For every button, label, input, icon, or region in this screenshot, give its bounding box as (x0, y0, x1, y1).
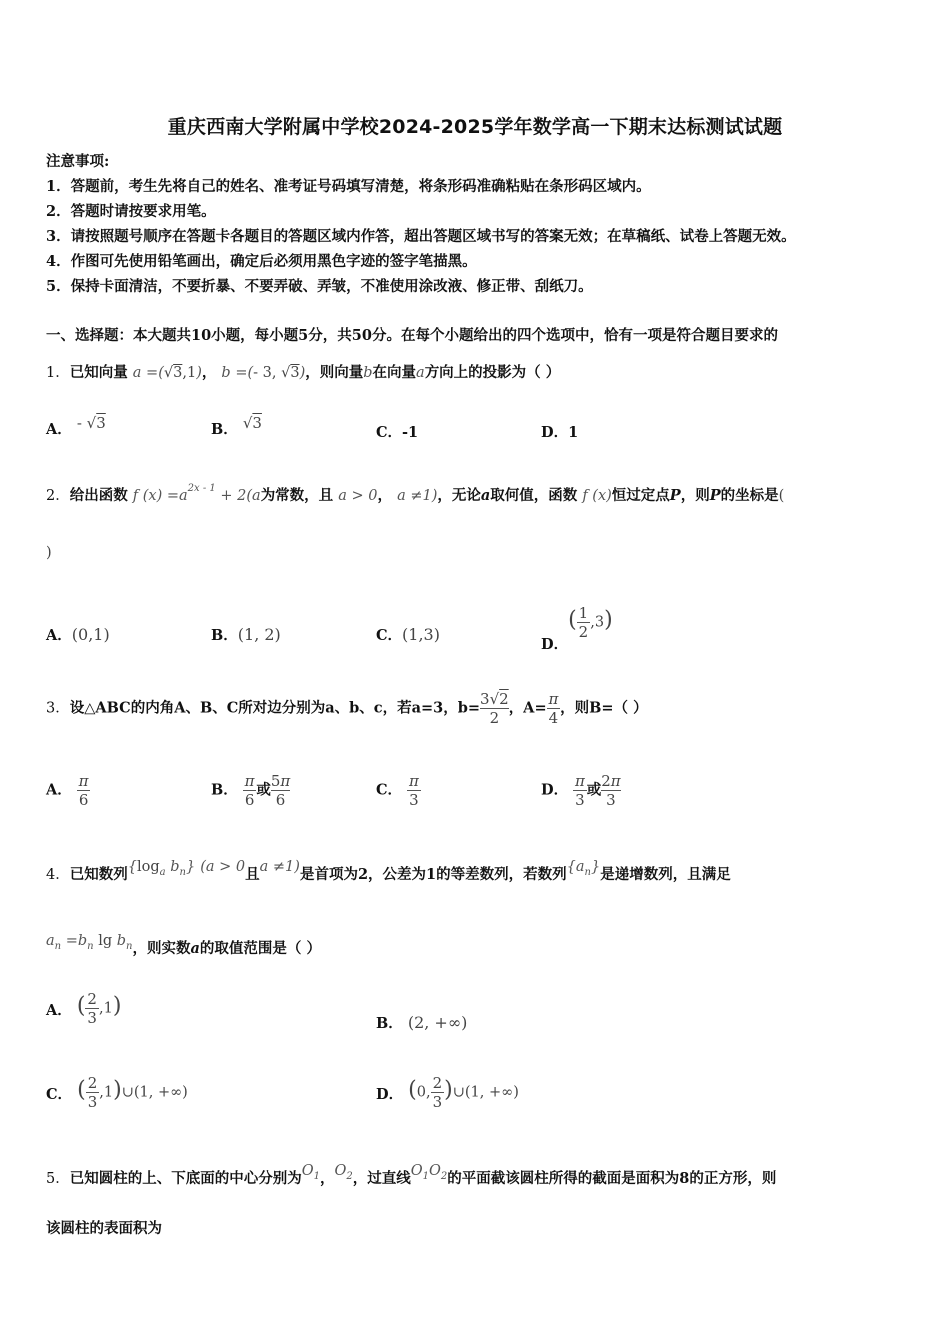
question-text: 已知向量 (69, 364, 128, 381)
question-5 (46, 1163, 777, 1196)
question-text: ， (320, 1170, 335, 1187)
question-text: 给出函数 (69, 487, 128, 504)
question-text: 设△ABC的内角A、B、C所对边分别为a、b、c，若a=3，b= (69, 699, 481, 717)
question-text: ，则向量 (305, 364, 364, 381)
question-text: 取何值，函数 (490, 487, 578, 504)
question-text: 的取值范围是（ ） (199, 940, 321, 957)
math-condition: a > 0 (338, 488, 378, 504)
math-equation: $a_n =b_n$ $\lg b_n$ (46, 933, 133, 952)
math-b: b (363, 365, 373, 381)
option-d[interactable]: D．( $\frac{1}{2}$ ,3) (541, 604, 613, 653)
option-b[interactable]: B． (2, +∞) (376, 1013, 468, 1032)
option-d[interactable]: D． $\frac{\pi}{3}$ 或 $\frac{2\pi}{3}$ (541, 772, 621, 809)
math-sequence: $\{a_n\}$ (566, 859, 601, 878)
question-4-cont: $a_n =b_n$ $\lg b_n$，则实数a的取值范围是（ ） (46, 933, 321, 957)
question-text: ，无论 (437, 487, 481, 504)
option-b[interactable]: B． $\frac{\pi}{6}$ 或 $\frac{5\pi}{6}$ (211, 772, 291, 809)
math-sequence: {$\log_a$ $b_n$} (127, 859, 196, 878)
option-d[interactable]: D． (0, $\frac{2}{3}$ )∪(1, +∞) (376, 1074, 519, 1111)
option-a[interactable]: A． - √3 (46, 414, 106, 438)
question-text: 已知圆柱的上、下底面的中心分别为 (69, 1170, 302, 1187)
question-text: 是首项为2，公差为1的等差数列，若数列 (299, 866, 567, 883)
question-text: 恒过定点 (611, 487, 670, 504)
question-number: 5． (46, 1171, 70, 1187)
option-d[interactable]: D．1 (541, 424, 579, 441)
math-vector-b: b =(- 3, √3) (221, 365, 306, 381)
math-fx: f (x) (582, 488, 612, 504)
option-b[interactable]: B．(1, 2) (211, 625, 281, 644)
question-text: 的平面截该圆柱所得的截面是面积为8的正方形，则 (447, 1170, 777, 1187)
math-point: $O_2$ (334, 1163, 353, 1182)
question-text: ，则B=（ ） (560, 699, 648, 717)
question-text: ，A= (508, 699, 547, 717)
option-c[interactable]: C．(1,3) (376, 625, 440, 644)
notice-item: 4．作图可先使用铅笔画出，确定后必须用黑色字迹的签字笔描黑。 (46, 253, 477, 270)
question-2: 2．给出函数 f $(x) =a^{2x - 1} + 2(a$为常数，且 a > 0， a ≠1)，无论a取何值，函数 f (x)恒过定点P，则P的坐标是( (46, 483, 785, 504)
section-heading: 一、选择题：本大题共10小题，每小题5分，共50分。在每个小题给出的四个选项中，恰有一项是符合题目要求的 (46, 327, 778, 344)
question-number: 1． (46, 365, 70, 381)
option-c[interactable]: C． $\frac{\pi}{3}$ (376, 772, 419, 809)
question-text: 为常数，且 (260, 487, 334, 504)
question-3 (46, 690, 648, 727)
question-number: 3． (46, 700, 70, 717)
notice-heading: 注意事项: (46, 153, 110, 170)
math-condition: a ≠1) (397, 488, 438, 504)
question-text: ，则实数 (132, 940, 191, 957)
notice-item: 3．请按照题号顺序在答题卡各题目的答题区域内作答，超出答题区域书写的答案无效；在草稿纸、试卷上答题无效。 (46, 228, 796, 245)
notice-item: 2．答题时请按要求用笔。 (46, 203, 216, 220)
question-number: 2． (46, 488, 70, 504)
option-c[interactable]: C． ( $\frac{2}{3}$ ,1)∪(1, +∞) (46, 1074, 188, 1111)
option-c[interactable]: C．-1 (376, 424, 419, 441)
math-vector-a: a =(√3,1) (132, 365, 202, 381)
math-point: $O_1$ (301, 1163, 320, 1182)
math-a: a (416, 365, 425, 381)
question-text: 已知数列 (69, 866, 128, 883)
question-text: 在向量 (372, 364, 417, 381)
option-a[interactable]: A． $\frac{\pi}{6}$ (46, 772, 89, 809)
question-text: ，则 (680, 487, 710, 504)
question-text: 的坐标是 (720, 487, 779, 504)
question-text: 方向上的投影为（ ） (424, 364, 561, 381)
math-fraction: $\frac{3√2}{2}$ (480, 690, 509, 727)
math-function: f $(x) =a^{2x - 1} + 2(a$ (132, 483, 261, 504)
option-b[interactable]: B． √3 (211, 414, 262, 438)
notice-item: 5．保持卡面清洁，不要折暴、不要弄破、弄皱，不准使用涂改液、修正带、刮纸刀。 (46, 278, 593, 295)
math-condition: (a > 0 (200, 859, 246, 875)
math-condition: a ≠1) (259, 859, 300, 875)
question-text: 且 (245, 866, 260, 883)
question-4 (46, 859, 731, 892)
page-title: 重庆西南大学附属中学校2024-2025学年数学高一下期末达标测试试题 (167, 116, 783, 138)
question-number: 4． (46, 867, 70, 883)
question-2-close: ) (46, 545, 52, 561)
option-a[interactable]: A． ( $\frac{2}{3}$ ,1) (46, 990, 122, 1027)
math-line: $O_1O_2$ (410, 1163, 448, 1182)
question-text: 是递增数列，且满足 (600, 866, 731, 883)
math-fraction: $\frac{\pi}{4}$ (548, 690, 559, 727)
question-1: 1．已知向量 a =(√3,1)， b =(- 3, √3)，则向量b在向量a方向上的投影为（ ） (46, 364, 561, 381)
question-5-cont: 该圆柱的表面积为 (46, 1220, 162, 1237)
notice-item: 1．答题前，考生先将自己的姓名、准考证号码填写清楚，将条形码准确粘贴在条形码区域内。 (46, 178, 651, 195)
question-text: ，过直线 (352, 1170, 411, 1187)
option-a[interactable]: A．(0,1) (46, 625, 110, 644)
